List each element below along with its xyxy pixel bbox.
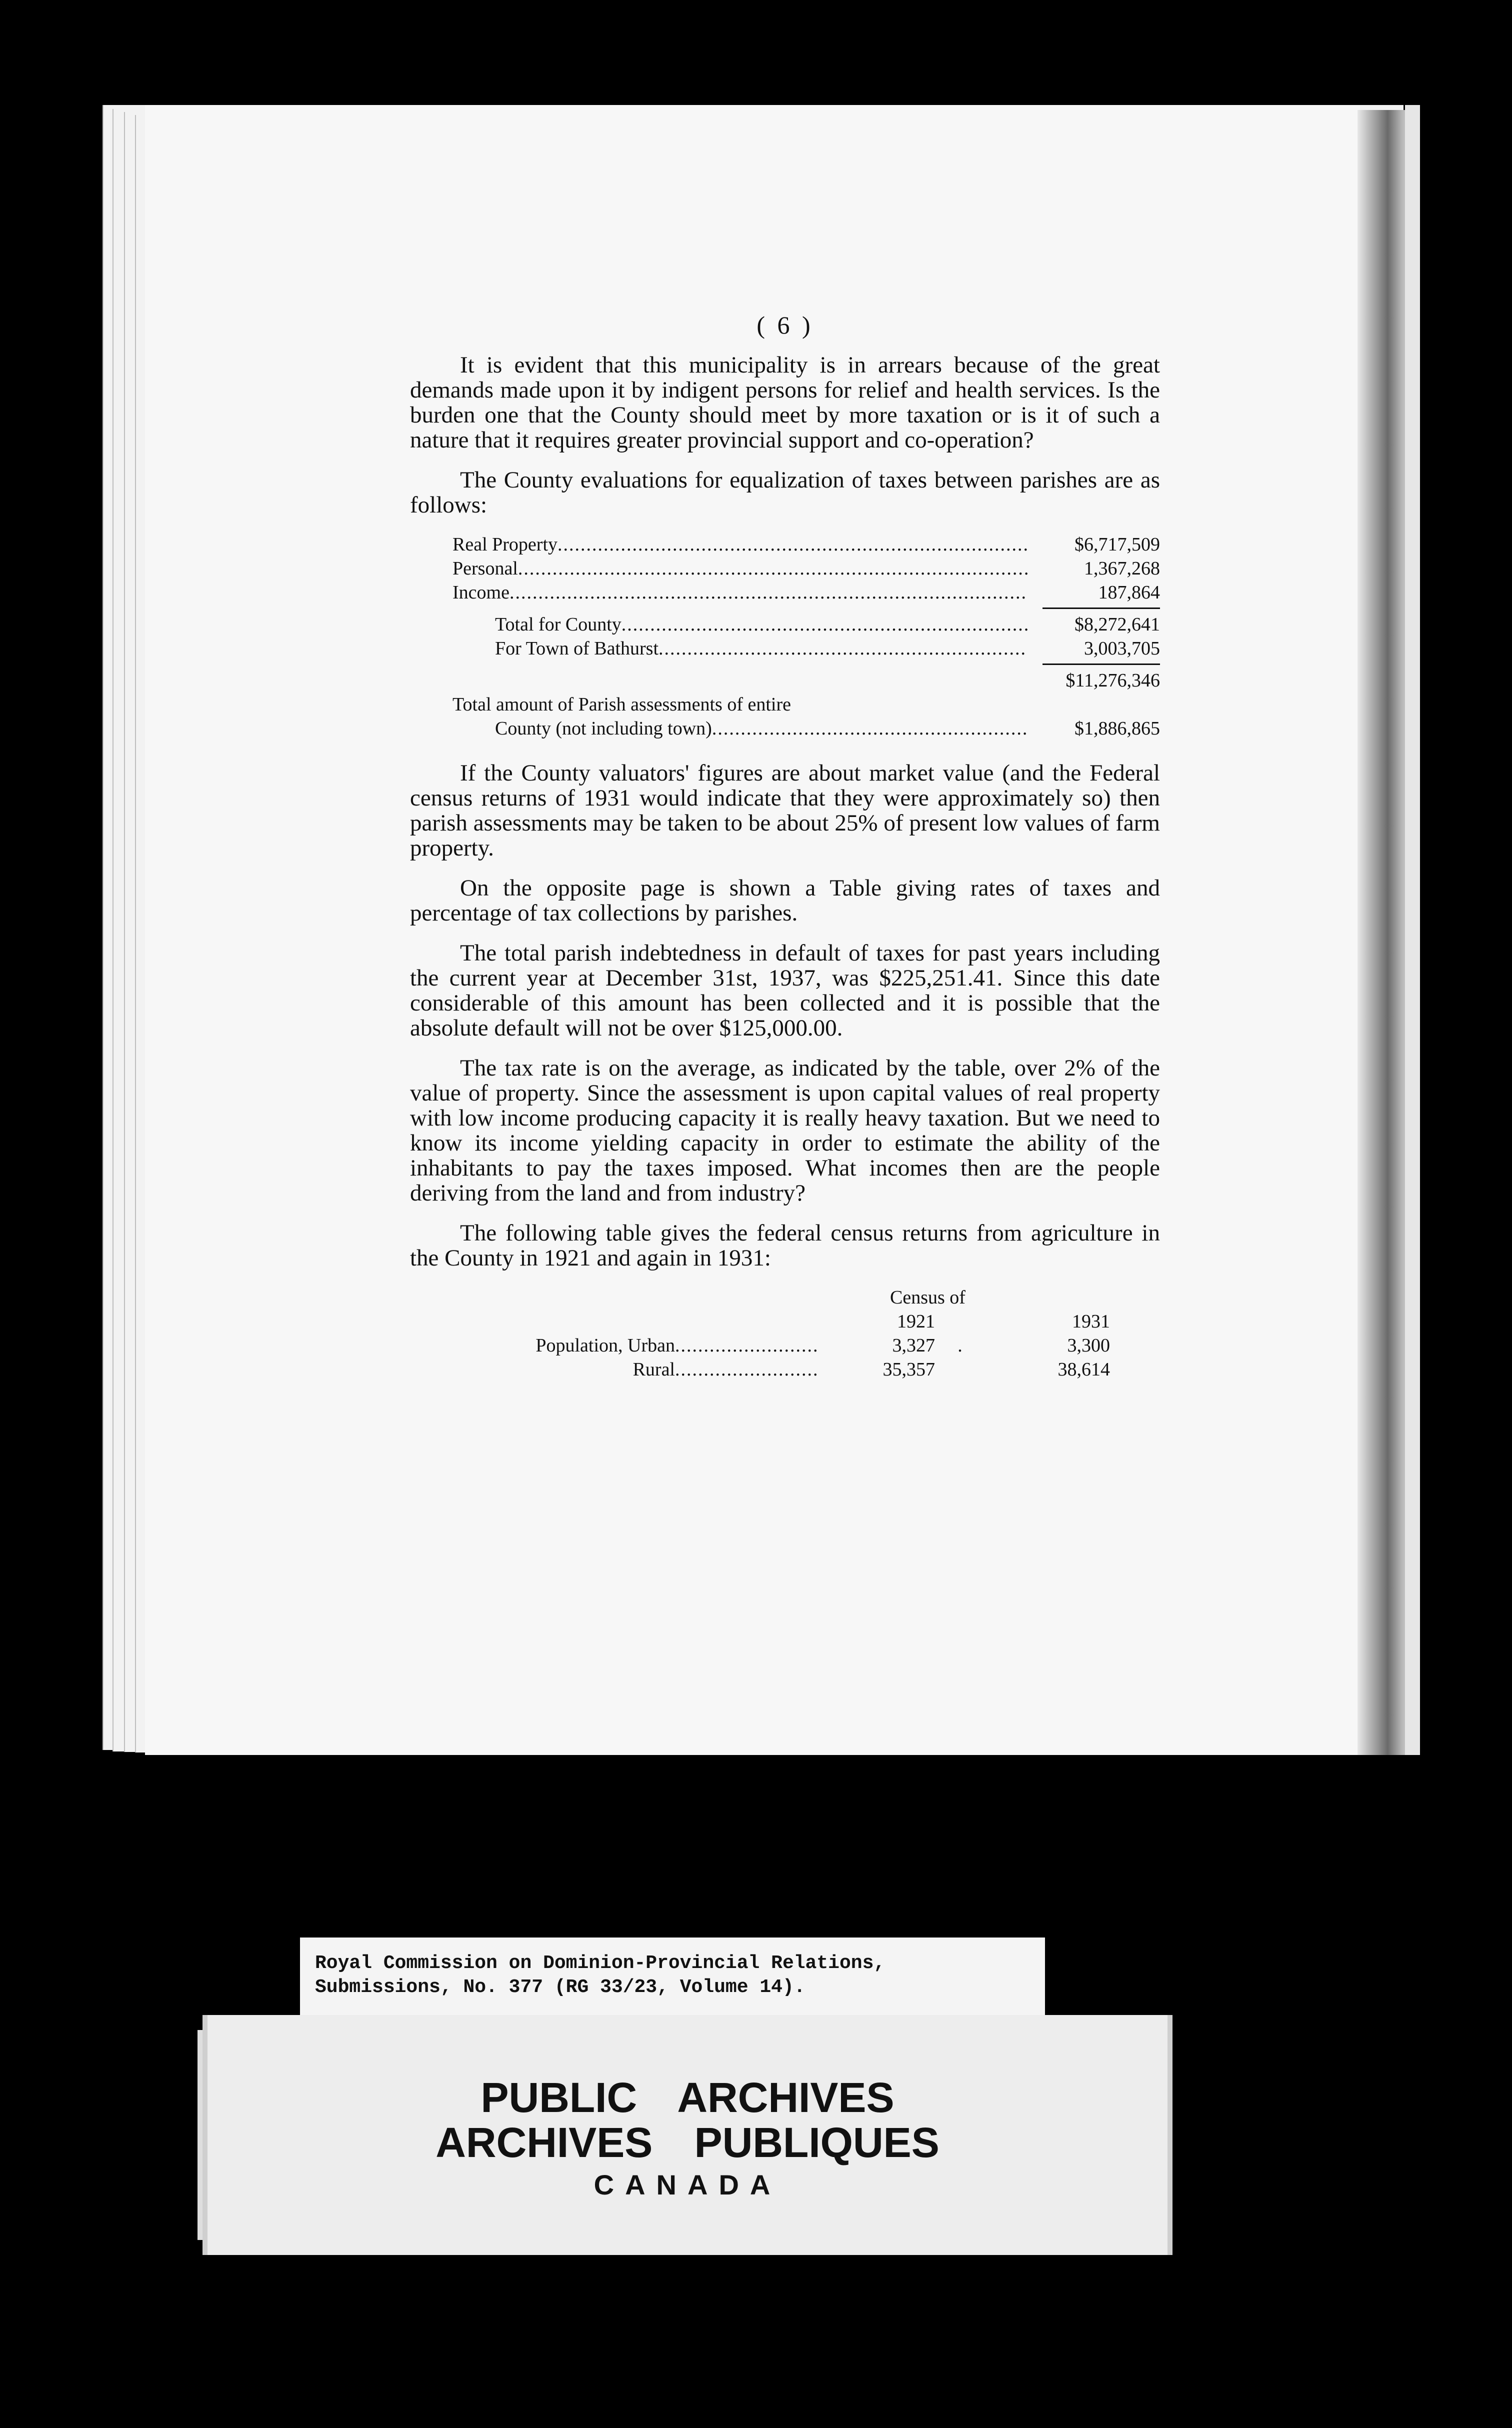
- year-header: 1921: [897, 1311, 935, 1332]
- dot-leader: [622, 612, 1028, 636]
- reference-line: Submissions, No. 377 (RG 33/23, Volume 14).: [315, 1976, 806, 1998]
- paragraph: The following table gives the federal census returns from agriculture in the County in 1921 and again in 1931:: [410, 1220, 1160, 1271]
- row-value: $11,276,346: [1066, 670, 1160, 691]
- year-header: 1931: [1072, 1311, 1110, 1332]
- evaluations-table: [410, 532, 1160, 740]
- dot-leader: [675, 1334, 820, 1358]
- table-row: [410, 1334, 1160, 1358]
- census-table: [410, 1286, 1160, 1382]
- dot-leader: [712, 716, 1028, 740]
- table-row: [410, 580, 1160, 604]
- paragraph: The tax rate is on the average, as indicated by the table, over 2% of the value of property. Since the assessment is upon capital values of real property with low income producing capacity it is really heavy taxation. But we need to know its income yielding capacity in order to estimate the ability of the inhabitants to pay the taxes imposed. What incomes then are the people deriving from the land and from industry?: [410, 1055, 1160, 1206]
- row-label: County (not including town): [495, 718, 712, 739]
- paragraph: If the County valuators' figures are about market value (and the Federal census returns of 1931 would indicate that they were approximately so) then parish assessments may be taken to be about 25% of present low values of farm property.: [410, 760, 1160, 861]
- row-value: 35,357: [882, 1359, 935, 1380]
- archives-country: CANADA: [594, 2169, 782, 2200]
- row-value: 3,003,705: [1084, 638, 1160, 659]
- row-value: 3,327: [892, 1335, 935, 1356]
- paragraph: The County evaluations for equalization of taxes between parishes are as follows:: [410, 467, 1160, 518]
- book-spine: [1358, 110, 1412, 1755]
- census-heading: Census of: [890, 1287, 966, 1308]
- archives-title-en: PUBLIC ARCHIVES: [480, 2074, 894, 2121]
- row-value: 3,300: [1067, 1335, 1110, 1356]
- row-label: Population, Urban: [536, 1335, 675, 1356]
- row-value: 38,614: [1058, 1359, 1110, 1380]
- table-row: [410, 668, 1160, 692]
- archives-title-fr: ARCHIVES PUBLIQUES: [436, 2119, 940, 2166]
- dot-leader: [518, 556, 1028, 580]
- archives-card: [202, 2015, 1172, 2255]
- row-value: $8,272,641: [1074, 614, 1160, 635]
- row-label: Real Property: [452, 534, 558, 555]
- book-spine-edge: [1405, 105, 1420, 1755]
- stray-mark: .: [958, 1335, 962, 1356]
- sum-rule: [410, 604, 1160, 612]
- row-label: Total amount of Parish assessments of entire: [452, 694, 791, 715]
- reference-line: Royal Commission on Dominion-Provincial Relations,: [315, 1952, 886, 1974]
- row-value: 1,367,268: [1084, 558, 1160, 579]
- row-label: Personal: [452, 558, 518, 579]
- table-row: [410, 532, 1160, 556]
- table-row: [410, 716, 1160, 740]
- row-label: Rural: [632, 1359, 675, 1380]
- table-row: [410, 692, 1160, 716]
- paragraph: On the opposite page is shown a Table giving rates of taxes and percentage of tax collections by parishes.: [410, 875, 1160, 926]
- table-row: [410, 1310, 1160, 1334]
- dot-leader: [675, 1358, 820, 1382]
- dot-leader: [558, 532, 1028, 556]
- page-number: ( 6 ): [756, 311, 814, 339]
- row-value: $1,886,865: [1074, 718, 1160, 739]
- sum-rule: [410, 660, 1160, 668]
- page-content: [410, 312, 1160, 1382]
- row-label: Total for County: [495, 614, 622, 635]
- table-row: [410, 1358, 1160, 1382]
- paragraph: The total parish indebtedness in default of taxes for past years including the current year at December 31st, 1937, was $225,251.41. Since this date considerable of this amount has been collected and it is possible that the absolute default will not be over $125,000.00.: [410, 940, 1160, 1041]
- row-label: For Town of Bathurst: [495, 638, 659, 659]
- table-row: [410, 612, 1160, 636]
- row-value: $6,717,509: [1074, 534, 1160, 555]
- archive-reference-label: [300, 1938, 1045, 2018]
- dot-leader: [510, 580, 1028, 604]
- table-row: [410, 636, 1160, 660]
- table-row: [410, 556, 1160, 580]
- dot-leader: [658, 636, 1028, 660]
- row-label: Income: [452, 582, 510, 603]
- paragraph: It is evident that this municipality is in arrears because of the great demands made upon it by indigent persons for relief and health services. Is the burden one that the County should meet by more taxation or is it of such a nature that it requires greater provincial support and co-operation?: [410, 352, 1160, 453]
- row-value: 187,864: [1098, 582, 1160, 603]
